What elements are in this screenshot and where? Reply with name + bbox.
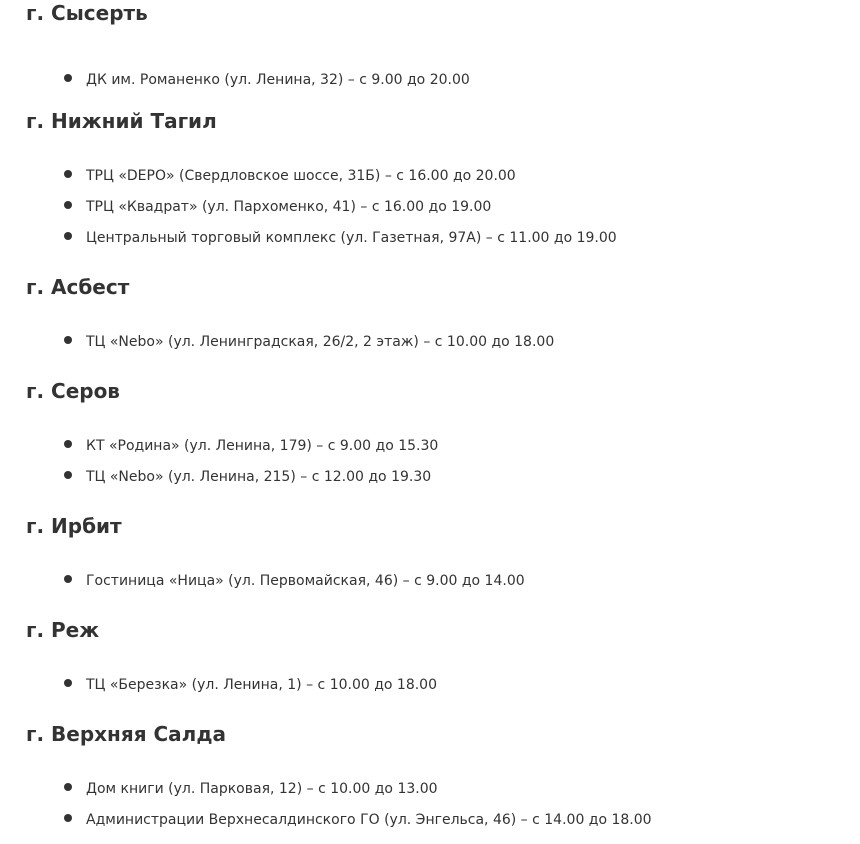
city-heading: г. Верхняя Салда — [26, 722, 226, 746]
city-section — [26, 513, 860, 594]
city-section — [26, 378, 860, 490]
venue-list — [26, 428, 860, 490]
venue-text: ДК им. Романенко (ул. Ленина, 32) – с 9.00 до 20.00 — [86, 72, 470, 88]
venue-item — [26, 459, 860, 490]
city-heading: г. Нижний Тагил — [26, 109, 217, 133]
venue-text: ТРЦ «DEPO» (Свердловское шоссе, 31Б) – с 16.00 до 20.00 — [86, 168, 516, 184]
venue-item — [26, 189, 860, 220]
city-section — [26, 108, 860, 251]
bullet-icon — [64, 471, 72, 479]
venue-item — [26, 563, 860, 594]
city-section — [26, 0, 860, 93]
venue-item — [26, 324, 860, 355]
venue-text: КТ «Родина» (ул. Ленина, 179) – с 9.00 до 15.30 — [86, 438, 439, 454]
venue-item — [26, 667, 860, 698]
venue-list — [26, 158, 860, 251]
city-heading: г. Сысерть — [26, 1, 148, 25]
venue-text: ТЦ «Nebo» (ул. Ленинградская, 26/2, 2 этаж) – с 10.00 до 18.00 — [86, 334, 555, 350]
bullet-icon — [64, 814, 72, 822]
venue-text: Дом книги (ул. Парковая, 12) – с 10.00 до 13.00 — [86, 781, 438, 797]
city-heading: г. Реж — [26, 618, 100, 642]
venue-text: Гостиница «Ница» (ул. Первомайская, 46) – с 9.00 до 14.00 — [86, 573, 525, 589]
bullet-icon — [64, 170, 72, 178]
bullet-icon — [64, 783, 72, 791]
venue-text: Администрации Верхнесалдинского ГО (ул. Энгельса, 46) – с 14.00 до 18.00 — [86, 812, 652, 828]
venue-item — [26, 220, 860, 251]
city-heading: г. Ирбит — [26, 514, 122, 538]
bullet-icon — [64, 575, 72, 583]
bullet-icon — [64, 440, 72, 448]
venue-list — [26, 667, 860, 698]
venue-text: ТЦ «Березка» (ул. Ленина, 1) – с 10.00 до 18.00 — [86, 677, 437, 693]
venue-list — [26, 62, 860, 93]
venue-schedule — [26, 0, 860, 833]
venue-item — [26, 158, 860, 189]
bullet-icon — [64, 74, 72, 82]
venue-item — [26, 771, 860, 802]
city-heading: г. Асбест — [26, 275, 130, 299]
venue-item — [26, 802, 860, 833]
city-section — [26, 274, 860, 355]
venue-list — [26, 771, 860, 833]
city-section — [26, 617, 860, 698]
bullet-icon — [64, 232, 72, 240]
venue-item — [26, 428, 860, 459]
venue-text: Центральный торговый комплекс (ул. Газетная, 97А) – с 11.00 до 19.00 — [86, 230, 617, 246]
venue-list — [26, 324, 860, 355]
venue-list — [26, 563, 860, 594]
venue-text: ТРЦ «Квадрат» (ул. Пархоменко, 41) – с 16.00 до 19.00 — [86, 199, 492, 215]
bullet-icon — [64, 201, 72, 209]
bullet-icon — [64, 679, 72, 687]
venue-text: ТЦ «Nebo» (ул. Ленина, 215) – с 12.00 до 19.30 — [86, 469, 432, 485]
city-heading: г. Серов — [26, 379, 120, 403]
bullet-icon — [64, 336, 72, 344]
city-section — [26, 721, 860, 833]
venue-item — [26, 62, 860, 93]
